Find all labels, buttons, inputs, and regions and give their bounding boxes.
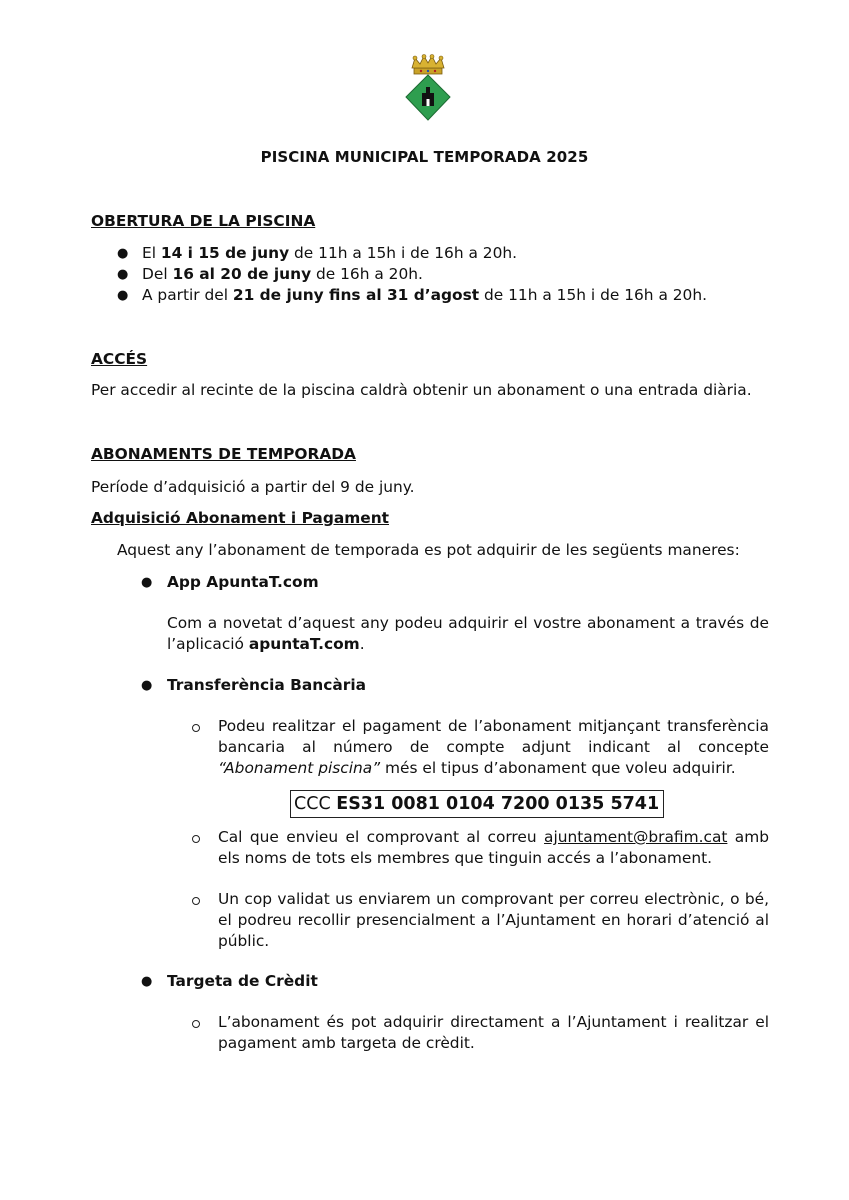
app-option-label: App ApuntaT.com: [167, 573, 319, 591]
circle-bullet-icon: [192, 897, 200, 905]
access-heading: ACCÉS: [91, 350, 148, 368]
ccc-prefix: CCC: [294, 794, 331, 814]
transfer-option-label: Transferència Bancària: [167, 676, 366, 694]
opening-heading: OBERTURA DE LA PISCINA: [91, 212, 316, 230]
season-heading: ABONAMENTS DE TEMPORADA: [91, 445, 356, 463]
bullet-icon: ●: [117, 267, 129, 282]
card-option-label: Targeta de Crèdit: [167, 972, 318, 990]
bullet-icon: ●: [141, 575, 153, 590]
email-link[interactable]: ajuntament@brafim.cat: [544, 828, 728, 846]
circle-bullet-icon: [192, 724, 200, 732]
circle-bullet-icon: [192, 1020, 200, 1028]
season-intro: Aquest any l’abonament de temporada es pot adquirir de les següents maneres:: [117, 541, 740, 559]
bullet-icon: ●: [117, 246, 129, 261]
season-period: Període d’adquisició a partir del 9 de juny.: [91, 478, 415, 496]
season-subheading: Adquisició Abonament i Pagament: [91, 509, 390, 527]
bullet-icon: ●: [117, 288, 129, 303]
app-description: Com a novetat d’aquest any podeu adquirir el vostre abonament a través de l’aplicació apuntaT.com.: [167, 614, 769, 653]
document-title: PISCINA MUNICIPAL TEMPORADA 2025: [260, 148, 589, 166]
bullet-icon: ●: [141, 974, 153, 989]
ccc-number: ES31 0081 0104 7200 0135 5741: [336, 794, 660, 814]
municipal-coat-of-arms-icon: [403, 54, 453, 124]
circle-bullet-icon: [192, 835, 200, 843]
access-text: Per accedir al recinte de la piscina caldrà obtenir un abonament o una entrada diària.: [91, 381, 752, 399]
bank-account-box: [290, 790, 664, 818]
bullet-icon: ●: [141, 678, 153, 693]
